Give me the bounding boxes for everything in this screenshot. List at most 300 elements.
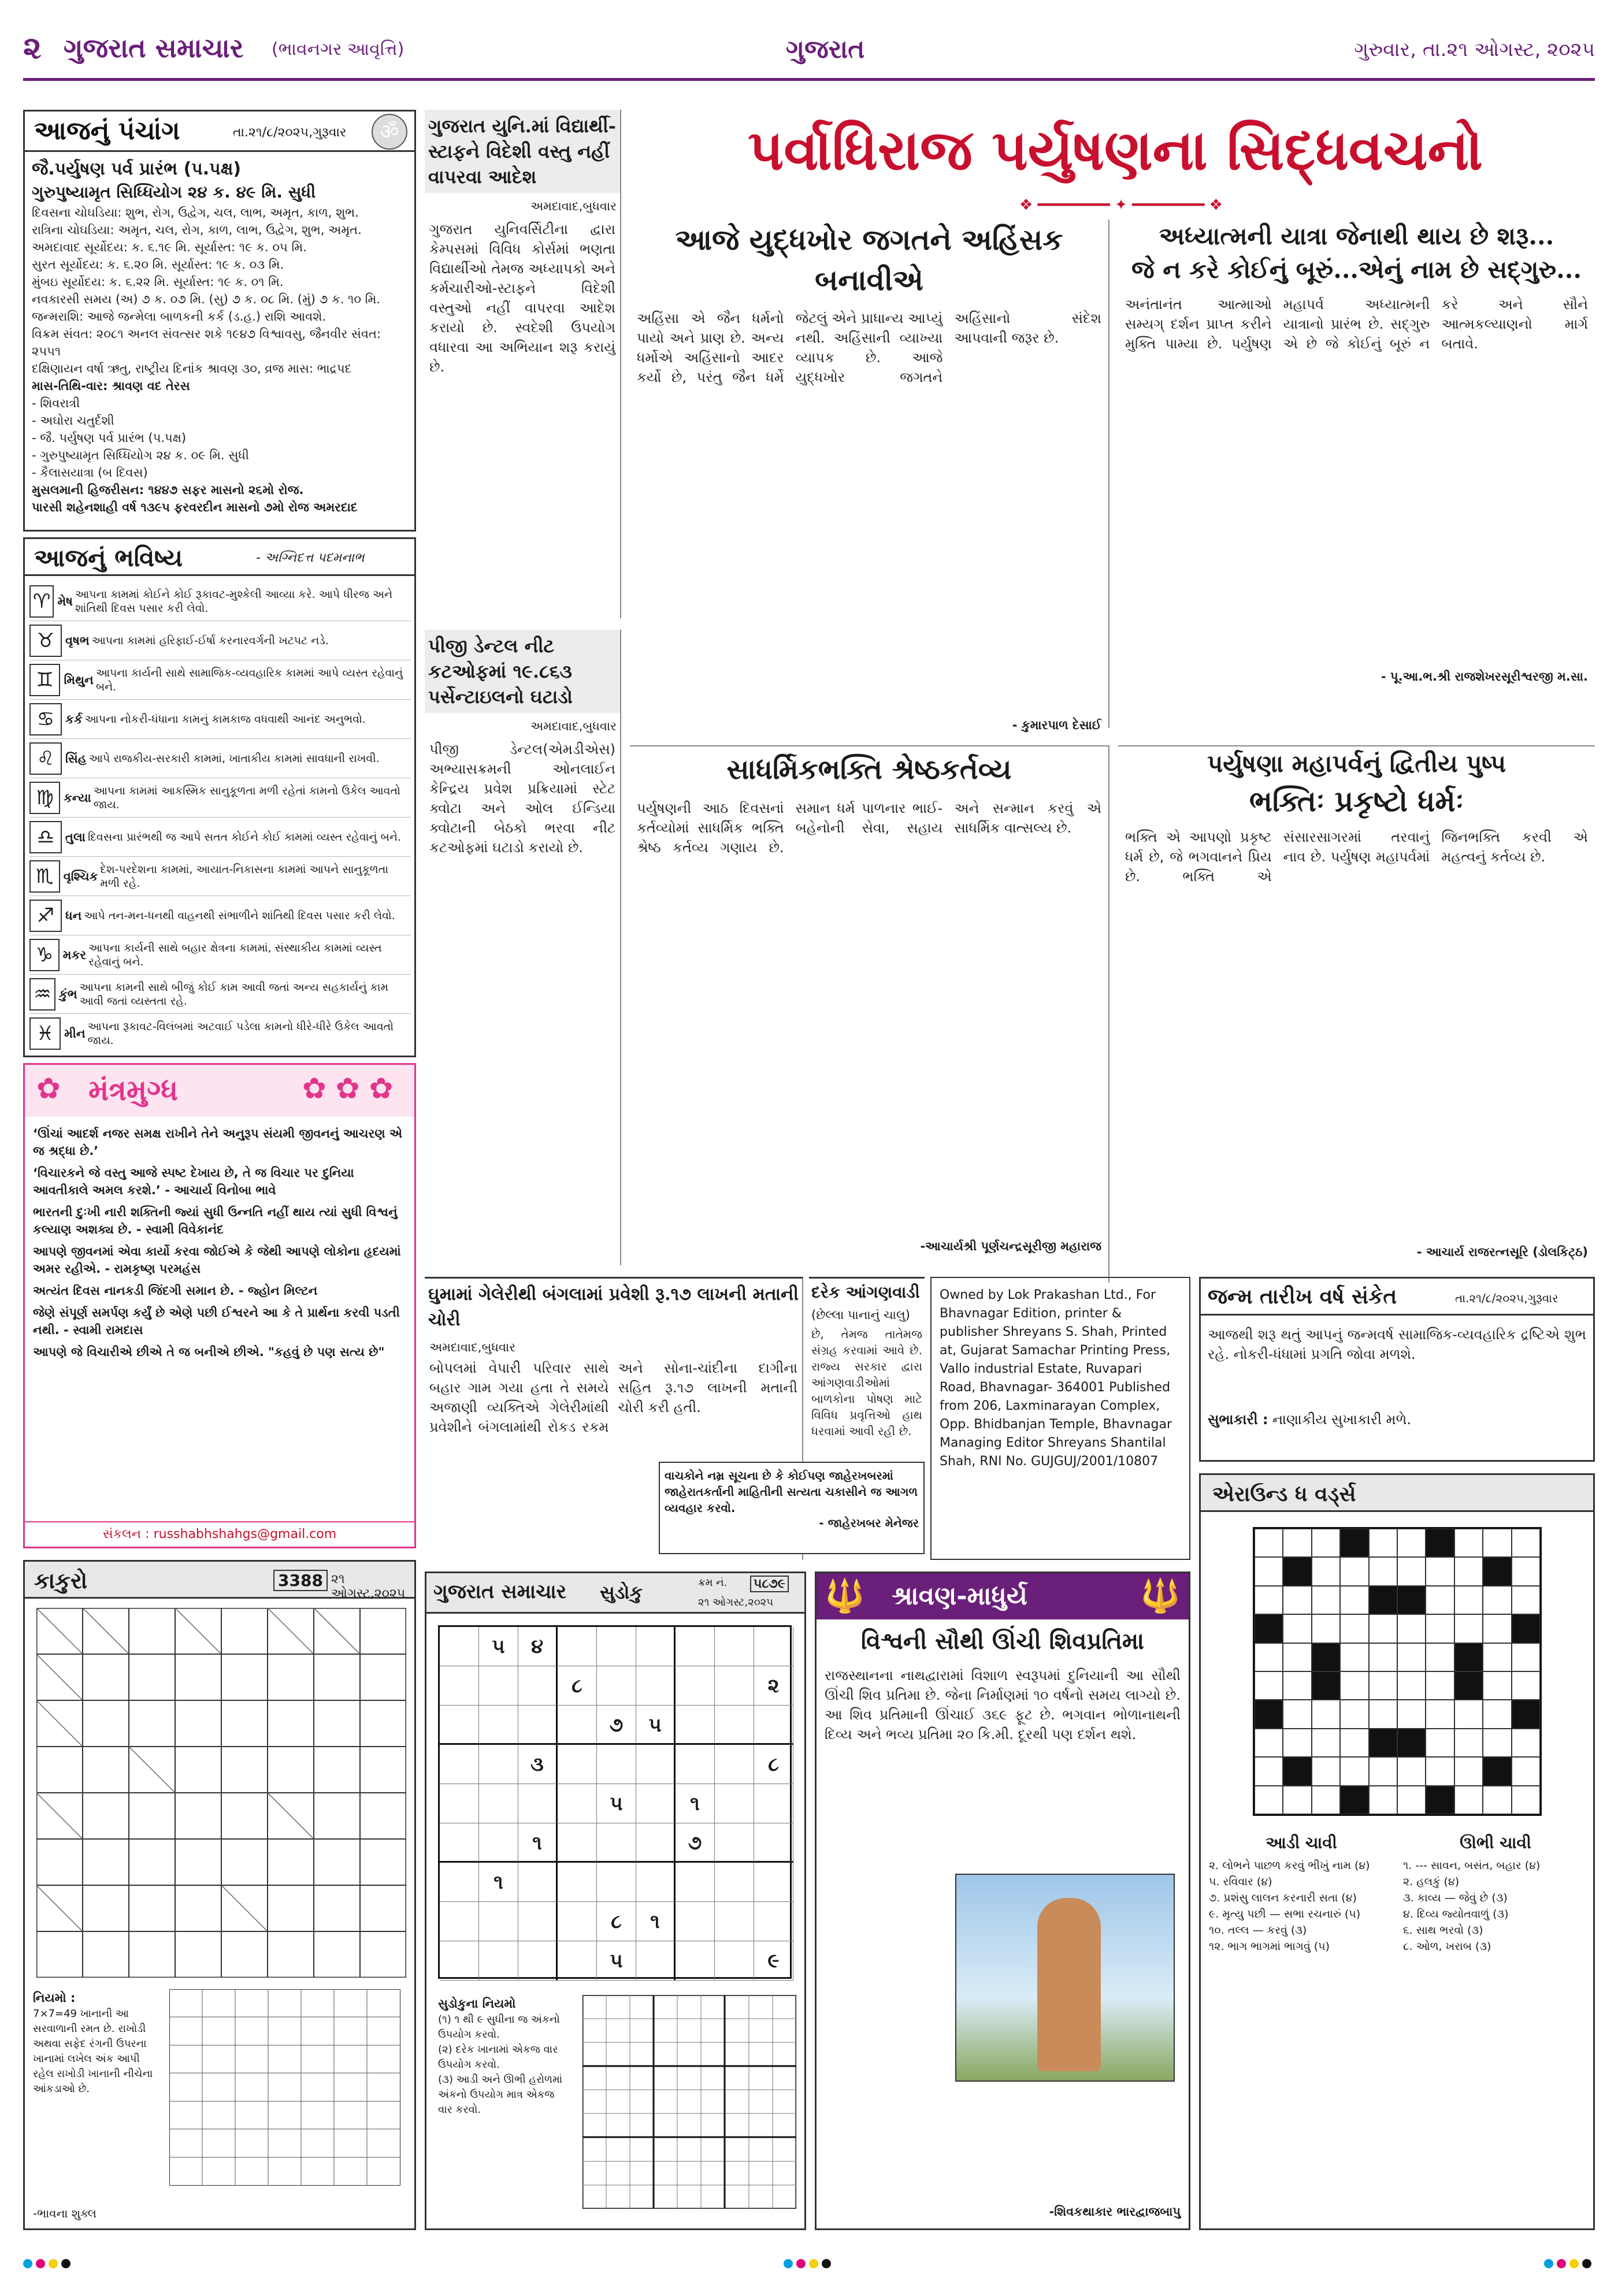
bhakti-author: - આચાર્ય રાજરત્નસૂરિ (ડોલકિટ્ઠ) <box>1416 1245 1588 1259</box>
crossword-cell[interactable] <box>1283 1529 1311 1557</box>
capricorn-icon: ♑ <box>29 939 60 971</box>
sudoku-cell[interactable]: ૧ <box>676 1784 715 1823</box>
sudoku-date: ૨૧ ઓગસ્ટ,૨૦૨૫ <box>698 1596 774 1608</box>
panchang-line-10: દક્ષિણાયન વર્ષા ઋતુ, રાષ્ટ્રીય દિનાંક શ્રાવણ ૩૦, વ્રજ માસ: ભાદ્રપદ <box>32 362 352 376</box>
down-clue: ૬. સાથ ભરવો (૩) <box>1403 1924 1483 1937</box>
kakuro-rules-text: 7×7=49 ખાનાની આ સરવાળાની રમત છે. રાખોડી અથવા સફેદ રંગની ઉપરના ખાનામાં લખેલ અંક આપી રહેલ રાખોડી ખાનાની નીચેના આંકડાઓ છે. <box>33 2008 153 2095</box>
sudoku-cell[interactable] <box>715 1941 754 1981</box>
crossword-cell[interactable] <box>1255 1643 1283 1671</box>
crossword-cell[interactable] <box>1283 1786 1311 1814</box>
crossword-cell[interactable] <box>1483 1586 1511 1614</box>
sudoku-cell[interactable] <box>636 1627 676 1666</box>
panchang-line-7: નવકારસી સમય (અ) ૭ ક. ૦૭ મિ. (સુ) ૭ ક. ૦૮ મિ. (મું) ૭ ક. ૧૦ મિ. <box>32 292 380 306</box>
rashi-item <box>29 778 411 818</box>
crossword-cell[interactable] <box>1340 1700 1368 1728</box>
crossword-cell[interactable] <box>1369 1643 1397 1671</box>
crossword-cell[interactable] <box>1512 1671 1540 1700</box>
sudoku-cell[interactable]: ૫ <box>479 1627 518 1666</box>
crossword-cell[interactable] <box>1312 1671 1340 1700</box>
statue-shape <box>1037 1898 1101 2071</box>
sudoku-cell[interactable]: ૭ <box>597 1706 636 1745</box>
panchang-line-11: માસ-તિથિ-વાર: શ્રાવણ વદ તેરસ <box>32 379 190 393</box>
crossword-cell[interactable] <box>1426 1614 1454 1643</box>
sudoku-cell[interactable]: ૧ <box>636 1902 676 1941</box>
crossword-cell[interactable] <box>1283 1757 1311 1785</box>
sudoku-cell[interactable]: ૧ <box>479 1863 518 1902</box>
sudoku-cell[interactable]: ૫ <box>597 1784 636 1823</box>
sudoku-cell[interactable] <box>440 1941 479 1981</box>
mantra-box <box>23 1063 416 1548</box>
crossword-cell[interactable] <box>1483 1643 1511 1671</box>
crossword-cell[interactable] <box>1512 1557 1540 1585</box>
sudoku-cell[interactable] <box>676 1863 715 1902</box>
crossword-cell[interactable] <box>1340 1671 1368 1700</box>
sudoku-cell[interactable] <box>479 1902 518 1941</box>
sudoku-cell[interactable]: ૫ <box>636 1706 676 1745</box>
sudoku-cell[interactable]: ૮ <box>558 1666 597 1706</box>
crossword-cell[interactable] <box>1283 1671 1311 1700</box>
crossword-cell[interactable] <box>1340 1557 1368 1585</box>
crossword-cell[interactable] <box>1283 1557 1311 1585</box>
rashi-name: વૃશ્ચિક <box>63 869 98 883</box>
ahinsa-author: - કુમારપાળ દેસાઈ <box>1012 718 1101 732</box>
rashi-name: કન્યા <box>64 790 91 805</box>
bhakti-title-1: પર્યુષણા મહાપર્વનું દ્વિતીય પુષ્પ <box>1207 749 1506 778</box>
ahinsa-body: અહિંસા એ જૈન ધર્મનો પાયો અને પ્રાણ છે. અન્ય ધર્મોએ અહિંસાનો આદર કર્યો છે, પરંતુ જૈન ધર્મે જેટલું એને પ્રાધાન્ય આપ્યું નથી. અહિંસાની વ્યાખ્યા વ્યાપક છે. આજે યુદ્ધખોર જગતને અહિંસાનો સંદેશ આપવાની જરૂર છે. <box>637 310 1101 385</box>
mantra-footer: સંકલન : russhabhshahgs@gmail.com <box>25 1521 414 1547</box>
bhakti-body: ભક્તિ એ આપણો પ્રકૃષ્ટ ધર્મ છે, જે ભગવાનને પ્રિય છે. ભક્તિ એ સંસારસાગરમાં તરવાનું નાવ છે. પર્યુષણ મહાપર્વમાં જિનભક્તિ કરવી એ મહત્વનું કર્તવ્ય છે. <box>1125 829 1588 885</box>
theft-body: બોપલમાં વેપારી પરિવાર સાથે બહાર ગામ ગયા હતા તે સમયે અજાણી વ્યક્તિએ ગેલેરીમાંથી પ્રવેશીને બંગલામાંથી રોકડ રકમ અને સોના-ચાંદીના દાગીના સહિત રૂ.૧૭ લાખની મતાની ચોરી કરી હતી. <box>429 1360 797 1435</box>
sudoku-grid <box>438 1625 792 1979</box>
janmadin-date: તા.૨૧/૮/૨૦૨૫,ગુરૂવાર <box>1455 1291 1558 1305</box>
ganesh-icon: ॐ <box>372 114 407 150</box>
janmadin-lucky-label: સુભાકારી : <box>1208 1411 1268 1428</box>
sudoku-cell[interactable] <box>518 1784 558 1823</box>
mantra-line: આપણે જે વિચારીએ છીએ તે જ બનીએ છીએ. "કહવું છે પણ સત્ય છે" <box>33 1345 385 1359</box>
sudoku-cell[interactable] <box>715 1627 754 1666</box>
kakuro-number: 3388 <box>273 1570 328 1591</box>
sudoku-cell[interactable] <box>636 1784 676 1823</box>
sudoku-cell[interactable] <box>558 1863 597 1902</box>
crossword-cell[interactable] <box>1512 1614 1540 1643</box>
shravan-banner <box>817 1573 1189 1619</box>
trident-icon: 🔱 <box>825 1577 865 1615</box>
mantra-line: ભારતની દુઃખી નારી શક્તિની જ્યાં સુધી ઉન્નતિ નહીં થાય ત્યાં સુધી વિશ્વનું કલ્યાણ અશક્ય છે. - સ્વામી વિવેકાનંદ <box>33 1205 398 1236</box>
sudoku-cell[interactable] <box>558 1941 597 1981</box>
crossword-cell[interactable] <box>1397 1586 1426 1614</box>
sudoku-cell[interactable]: ૪ <box>518 1627 558 1666</box>
crossword-cell[interactable] <box>1426 1786 1454 1814</box>
crossword-cell[interactable] <box>1312 1529 1340 1557</box>
rashi-item <box>29 660 411 700</box>
rashi-name: મિથુન <box>64 673 94 687</box>
crossword-cell[interactable] <box>1312 1786 1340 1814</box>
crossword-cell[interactable] <box>1426 1529 1454 1557</box>
across-clue: ૫. રવિવાર (૪) <box>1209 1875 1272 1888</box>
sudoku-cell[interactable] <box>597 1823 636 1863</box>
crossword-cell[interactable] <box>1369 1700 1397 1728</box>
crossword-cell[interactable] <box>1369 1614 1397 1643</box>
sudoku-cell[interactable]: ૨ <box>754 1666 793 1706</box>
crossword-cell[interactable] <box>1512 1729 1540 1757</box>
down-clue: ૩. કાવ્ય — જેવું છે (૩) <box>1403 1892 1508 1904</box>
across-clue: ૨. લોભને પાછળ કરવું ભીખું નામ (૪) <box>1209 1859 1370 1872</box>
adhyatma-title-2: જે ન કરે કોઈનું બૂરું...એનું નામ છે સદ્‌ગુરુ... <box>1131 255 1582 284</box>
sudoku-cell[interactable] <box>440 1627 479 1666</box>
crossword-cell[interactable] <box>1340 1586 1368 1614</box>
janmadin-lucky-text: નાણાકીય સુખાકારી મળે. <box>1272 1411 1411 1428</box>
panchang-line-1: ગુરુપુષ્યામૃત સિધ્ધિયોગ ૨૪ ક. ૪૯ મિ. સુધી <box>32 183 316 202</box>
sudoku-cell[interactable] <box>440 1784 479 1823</box>
crossword-cell[interactable] <box>1454 1671 1483 1700</box>
shravan-banner-title: શ્રાવણ-માધુર્ય <box>892 1581 1027 1611</box>
sudoku-cell[interactable] <box>597 1745 636 1784</box>
page-number: ૨ <box>23 29 42 66</box>
panchang-lines <box>32 158 411 516</box>
panchang-line-9: વિક્રમ સંવત: ૨૦૮૧ અનલ સંવત્સર શકે ૧૯૪૭ વિશ્વાવસુ, જૈનવીર સંવત: ૨૫૫૧ <box>32 327 381 358</box>
masthead <box>23 23 1595 81</box>
crossword-cell[interactable] <box>1483 1729 1511 1757</box>
sudoku-cell[interactable] <box>518 1902 558 1941</box>
banner-ornament: ❖ ━━━━━━━━ ✦ ━━━━━━━━ ❖ <box>1019 196 1223 214</box>
sudoku-cell[interactable]: ૫ <box>597 1941 636 1981</box>
rashi-text: આપના કામમાં આકસ્મિક સાનુકૂળતા મળી રહેતાં કામનો ઉકેલ આવતો જાય. <box>93 784 400 811</box>
sudoku-cell[interactable] <box>636 1863 676 1902</box>
crossword-cell[interactable] <box>1454 1557 1483 1585</box>
sudoku-cell[interactable] <box>676 1745 715 1784</box>
theft-title: ઘુમામાં ગેલેરીથી બંગલામાં પ્રવેશી રૂ.૧૭ લાખની મતાની ચોરી <box>428 1284 799 1330</box>
kakuro-box <box>23 1560 416 2230</box>
sudoku-cell[interactable] <box>715 1823 754 1863</box>
main-banner <box>636 110 1595 196</box>
crossword-cell[interactable] <box>1454 1729 1483 1757</box>
crossword-cell[interactable] <box>1512 1757 1540 1785</box>
rashi-text: આપના કાર્યની સાથે બહાર ક્ષેત્રના કામમાં, સંસ્થાકીય કામમાં વ્યસ્ત રહેવાનું બને. <box>88 941 382 968</box>
crossword-cell[interactable] <box>1312 1700 1340 1728</box>
sudoku-cell[interactable] <box>518 1666 558 1706</box>
taurus-icon: ♉ <box>29 625 62 657</box>
sudoku-cell[interactable] <box>518 1863 558 1902</box>
rashi-name: વૃષભ <box>65 633 90 648</box>
crossword-down <box>1403 1833 1588 1955</box>
notice-signer: - જાહેરખબર મેનેજર <box>819 1516 919 1530</box>
sudoku-cell[interactable] <box>754 1627 793 1666</box>
sudoku-cell[interactable] <box>440 1745 479 1784</box>
crossword-cell[interactable] <box>1483 1786 1511 1814</box>
sudoku-cell[interactable]: ૯ <box>754 1941 793 1981</box>
crossword-cell[interactable] <box>1283 1614 1311 1643</box>
sudoku-rule: (૩) આડી અને ઊભી હરોળમાં અંકનો ઉપયોગ માત્ર એકજ વાર કરવો. <box>438 2074 563 2116</box>
crossword-cell[interactable] <box>1369 1786 1397 1814</box>
crossword-cell[interactable] <box>1255 1700 1283 1728</box>
pisces-icon: ♓ <box>29 1017 61 1050</box>
section-title: ગુજરાત <box>786 35 865 64</box>
crossword-cell[interactable] <box>1283 1729 1311 1757</box>
janmadin-lucky <box>1208 1411 1586 1428</box>
crossword-cell[interactable] <box>1483 1529 1511 1557</box>
crossword-cell[interactable] <box>1397 1786 1426 1814</box>
crossword-cell[interactable] <box>1397 1671 1426 1700</box>
sudoku-cell[interactable] <box>715 1902 754 1941</box>
sudoku-cell[interactable] <box>676 1706 715 1745</box>
crossword-cell[interactable] <box>1340 1529 1368 1557</box>
sadharmik-article <box>630 745 1109 1283</box>
crossword-cell[interactable] <box>1312 1757 1340 1785</box>
sudoku-number: ૫૮૭૯ <box>750 1576 789 1592</box>
rashi-item <box>29 935 411 975</box>
sudoku-cell[interactable] <box>676 1902 715 1941</box>
mantra-header <box>25 1065 414 1117</box>
crossword-cell[interactable] <box>1483 1557 1511 1585</box>
bhavishya-box <box>23 537 416 1057</box>
rashi-name: ધન <box>65 908 82 923</box>
crossword-cell[interactable] <box>1283 1586 1311 1614</box>
crossword-cell[interactable] <box>1369 1529 1397 1557</box>
mantra-line: ‘ઊંચાં આદર્શ નજર સમક્ષ રાખીને તેને અનુરૂપ સંયમી જીવનનું આચરણ એ જ શ્રદ્ધા છે.’ <box>33 1127 403 1158</box>
sudoku-cell[interactable] <box>636 1666 676 1706</box>
crossword-cell[interactable] <box>1454 1786 1483 1814</box>
rashi-text: આપના રૂકાવટ-વિલંબમાં અટવાઈ પડેલા કામનો ધીરે-ધીરે ઉકેલ આવતો જાય. <box>87 1020 394 1047</box>
rashi-name: કુંભ <box>59 987 77 1001</box>
notice-text: વાચકોને નમ્ર સૂચના છે કે કોઈપણ જાહેરખબરમાં જાહેરાતકર્તાની માહિતીની સત્યતા ચકાસીને જ આગળ વ્યવહાર કરવો. <box>665 1469 918 1515</box>
crossword-cell[interactable] <box>1397 1729 1426 1757</box>
crossword-cell[interactable] <box>1397 1557 1426 1585</box>
crossword-cell[interactable] <box>1312 1614 1340 1643</box>
sudoku-box <box>425 1571 806 2230</box>
crossword-cell[interactable] <box>1426 1700 1454 1728</box>
crossword-cell[interactable] <box>1283 1643 1311 1671</box>
crossword-cell[interactable] <box>1312 1729 1340 1757</box>
kakuro-date: ૨૧ ઓગસ્ટ,૨૦૨૫ <box>331 1572 406 1601</box>
shravan-title: વિશ્વની સૌથી ઊંચી શિવપ્રતિમા <box>861 1628 1144 1655</box>
crossword-cell[interactable] <box>1426 1671 1454 1700</box>
rashi-text: દિવસના પ્રારંભથી જ આપે સતત કોઈને કોઈ કામમાં વ્યસ્ત રહેવાનું બને. <box>87 830 402 844</box>
crossword-cell[interactable] <box>1255 1729 1283 1757</box>
sudoku-rules-title: સુડોકુના નિયમો <box>438 1997 516 2011</box>
kakuro-solution-grid <box>169 1989 400 2186</box>
crossword-cell[interactable] <box>1397 1643 1426 1671</box>
sudoku-cell[interactable] <box>440 1666 479 1706</box>
crossword-cell[interactable] <box>1512 1643 1540 1671</box>
sudoku-cell[interactable] <box>754 1902 793 1941</box>
crossword-cell[interactable] <box>1512 1586 1540 1614</box>
imprint-box <box>930 1277 1190 1560</box>
crossword-cell[interactable] <box>1312 1586 1340 1614</box>
dental-dateline: અમદાવાદ,બુધવાર <box>530 719 617 733</box>
rashi-text: આપે રાજકીય-સરકારી કામમાં, ખાતાકીય કામમાં સાવધાની રાખવી. <box>88 752 380 765</box>
sudoku-cell[interactable] <box>636 1745 676 1784</box>
crossword-cell[interactable] <box>1483 1700 1511 1728</box>
sudoku-cell[interactable] <box>754 1706 793 1745</box>
crossword-cell[interactable] <box>1426 1757 1454 1785</box>
sudoku-cell[interactable] <box>676 1666 715 1706</box>
sudoku-cell[interactable] <box>715 1745 754 1784</box>
panchang-line-13: - અઘોરા ચતુર્દશી <box>32 414 114 428</box>
crossword-cell[interactable] <box>1454 1586 1483 1614</box>
rashi-text: આપના કામમાં હરિફાઈ-ઈર્ષા કરનારવર્ગની ખટપટ નડે. <box>91 634 329 647</box>
crossword-cell[interactable] <box>1483 1671 1511 1700</box>
rashi-item <box>29 582 411 621</box>
crossword-cell[interactable] <box>1483 1757 1511 1785</box>
crossword-cell[interactable] <box>1397 1614 1426 1643</box>
crossword-grid <box>1253 1527 1542 1816</box>
rashi-item <box>29 700 411 739</box>
crossword-cell[interactable] <box>1340 1643 1368 1671</box>
sudoku-cell[interactable] <box>636 1941 676 1981</box>
kakuro-rules-title: નિયમો : <box>33 1991 76 2005</box>
panchang-line-3: રાત્રિના ચોઘડિયા: અમૃત, ચલ, રોગ, કાળ, લાભ, ઉદ્વેગ, શુભ, અમૃત. <box>32 223 362 237</box>
sudoku-cell[interactable] <box>715 1666 754 1706</box>
crossword-cell[interactable] <box>1283 1700 1311 1728</box>
sudoku-cell[interactable] <box>715 1784 754 1823</box>
crossword-cell[interactable] <box>1426 1643 1454 1671</box>
crossword-cell[interactable] <box>1426 1729 1454 1757</box>
libra-icon: ♎ <box>29 821 62 853</box>
sudoku-cell[interactable] <box>479 1784 518 1823</box>
sudoku-cell[interactable] <box>715 1706 754 1745</box>
sudoku-rules <box>438 1995 571 2117</box>
crossword-cell[interactable] <box>1426 1557 1454 1585</box>
sudoku-cell[interactable]: ૩ <box>518 1745 558 1784</box>
crossword-cell[interactable] <box>1369 1671 1397 1700</box>
panchang-line-17: મુસલમાની હિજરીસન: ૧૪૪૭ સફર માસનો ૨૬મો રોજ. <box>32 483 304 497</box>
sudoku-cell[interactable] <box>518 1706 558 1745</box>
crossword-cell[interactable] <box>1312 1643 1340 1671</box>
sudoku-cell[interactable] <box>479 1941 518 1981</box>
sudoku-cell[interactable] <box>479 1666 518 1706</box>
gemini-icon: ♊ <box>29 664 60 696</box>
crossword-cell[interactable] <box>1255 1757 1283 1785</box>
registration-dots <box>1544 2259 1595 2271</box>
crossword-cell[interactable] <box>1397 1757 1426 1785</box>
crossword-cell[interactable] <box>1512 1700 1540 1728</box>
sudoku-cell[interactable] <box>558 1745 597 1784</box>
bhavishya-list <box>29 582 411 1053</box>
sudoku-cell[interactable] <box>440 1823 479 1863</box>
sudoku-cell[interactable]: ૮ <box>597 1902 636 1941</box>
crossword-cell[interactable] <box>1454 1529 1483 1557</box>
bhakti-article <box>1118 745 1595 1283</box>
lotus-icon: ✿ <box>36 1072 61 1105</box>
crossword-cell[interactable] <box>1397 1529 1426 1557</box>
sudoku-cell[interactable]: ૧ <box>518 1823 558 1863</box>
bhavishya-header <box>25 539 414 576</box>
sudoku-cell[interactable] <box>558 1823 597 1863</box>
sudoku-cell[interactable] <box>479 1706 518 1745</box>
sudoku-puzzle-label: ક્રમ નં. <box>698 1577 728 1589</box>
crossword-cell[interactable] <box>1340 1757 1368 1785</box>
crossword-cell[interactable] <box>1454 1757 1483 1785</box>
rashi-item <box>29 621 411 660</box>
rashi-item <box>29 818 411 857</box>
sudoku-cell[interactable] <box>558 1902 597 1941</box>
crossword-cell[interactable] <box>1369 1729 1397 1757</box>
kakuro-header <box>25 1562 414 1599</box>
sudoku-cell[interactable]: ૮ <box>754 1745 793 1784</box>
crossword-cell[interactable] <box>1454 1614 1483 1643</box>
rashi-name: કર્ક <box>65 712 83 726</box>
crossword-cell[interactable] <box>1312 1557 1340 1585</box>
sudoku-header <box>426 1573 804 1614</box>
crossword-cell[interactable] <box>1483 1614 1511 1643</box>
crossword-cell[interactable] <box>1340 1786 1368 1814</box>
crossword-cell[interactable] <box>1255 1671 1283 1700</box>
crossword-cell[interactable] <box>1255 1614 1283 1643</box>
crossword-cell[interactable] <box>1454 1643 1483 1671</box>
sagittarius-icon: ♐ <box>29 900 62 932</box>
down-clue: ૮. ઓળ, ખરાબ (૩) <box>1403 1940 1491 1953</box>
sudoku-cell[interactable] <box>754 1863 793 1902</box>
panchang-header <box>25 112 414 152</box>
sudoku-cell[interactable] <box>597 1627 636 1666</box>
sudoku-title: સુડોકુ <box>600 1581 643 1603</box>
adhyatma-author: - પૂ.આ.ભ.શ્રી રાજશેખરસૂરીશ્વરજી મ.સા. <box>1381 670 1588 683</box>
sudoku-cell[interactable] <box>597 1666 636 1706</box>
crossword-cell[interactable] <box>1454 1700 1483 1728</box>
sudoku-cell[interactable] <box>715 1863 754 1902</box>
adhyatma-article <box>1118 220 1595 728</box>
crossword-cell[interactable] <box>1340 1614 1368 1643</box>
sudoku-cell[interactable] <box>754 1784 793 1823</box>
dental-title: પીજી ડેન્ટલ નીટ કટઓફમાં ૧૯.૮૬૩ પર્સેન્ટાઇલનો ઘટાડો <box>425 630 620 713</box>
panchang-line-16: - કૈલાસયાત્રા (બ દિવસ) <box>32 466 148 480</box>
crossword-cell[interactable] <box>1397 1700 1426 1728</box>
mantra-line: આપણે જીવનમાં એવા કાર્યો કરવા જોઈએ કે જેથી આપણે લોકોના હૃદયમાં અમર રહીએ. - રામકૃષ્ણ પરમહંસ <box>33 1244 401 1276</box>
sudoku-cell[interactable] <box>440 1902 479 1941</box>
crossword-cell[interactable] <box>1369 1757 1397 1785</box>
sudoku-cell[interactable] <box>558 1784 597 1823</box>
panchang-line-15: - ગુરુપુષ્યામૃત સિધ્ધિયોગ ૨૪ ક. ૦૯ મિ. સુધી <box>32 448 249 462</box>
crossword-cell[interactable] <box>1255 1786 1283 1814</box>
sudoku-cell[interactable] <box>558 1627 597 1666</box>
sudoku-cell[interactable] <box>558 1706 597 1745</box>
crossword-cell[interactable] <box>1255 1586 1283 1614</box>
sudoku-cell[interactable] <box>676 1627 715 1666</box>
sudoku-cell[interactable] <box>479 1823 518 1863</box>
dental-article <box>425 630 621 1265</box>
sadharmik-author: -આચાર્યશ્રી પૂર્ણચન્દ્રસૂરીજી મહારાજ <box>920 1239 1101 1253</box>
sudoku-cell[interactable] <box>440 1863 479 1902</box>
sudoku-cell[interactable] <box>676 1941 715 1981</box>
aquarius-icon: ♒ <box>29 978 55 1010</box>
crossword-cell[interactable] <box>1340 1729 1368 1757</box>
across-title: આડી ચાવી <box>1266 1833 1337 1852</box>
down-title: ઊભી ચાવી <box>1460 1833 1531 1852</box>
crossword-cell[interactable] <box>1426 1586 1454 1614</box>
crossword-cell[interactable] <box>1255 1529 1283 1557</box>
print-marks-bottom <box>23 2253 1595 2276</box>
bhakti-title-2: ભક્તિઃ પ્રકૃષ્ટો ધર્મઃ <box>1249 784 1464 818</box>
sudoku-cell[interactable] <box>440 1706 479 1745</box>
crossword-cell[interactable] <box>1512 1786 1540 1814</box>
sudoku-cell[interactable] <box>597 1863 636 1902</box>
janmadin-box <box>1199 1277 1595 1462</box>
sudoku-cell[interactable] <box>479 1745 518 1784</box>
sudoku-cell[interactable] <box>754 1823 793 1863</box>
crossword-cell[interactable] <box>1512 1529 1540 1557</box>
across-clue: ૧૦. તલ્લ — કરવું (૩) <box>1209 1924 1307 1937</box>
sudoku-cell[interactable]: ૭ <box>676 1823 715 1863</box>
crossword-cell[interactable] <box>1369 1557 1397 1585</box>
panchang-title: આજનું પંચાંગ <box>34 116 180 146</box>
crossword-cell[interactable] <box>1255 1557 1283 1585</box>
trident-icon: 🔱 <box>1140 1577 1181 1615</box>
crossword-cell[interactable] <box>1369 1586 1397 1614</box>
sudoku-cell[interactable] <box>518 1941 558 1981</box>
aries-icon: ♈ <box>29 585 54 618</box>
sudoku-cell[interactable] <box>636 1823 676 1863</box>
sadharmik-title: સાધર્મિકભક્તિ શ્રેષ્ઠકર્તવ્ય <box>726 753 1012 786</box>
